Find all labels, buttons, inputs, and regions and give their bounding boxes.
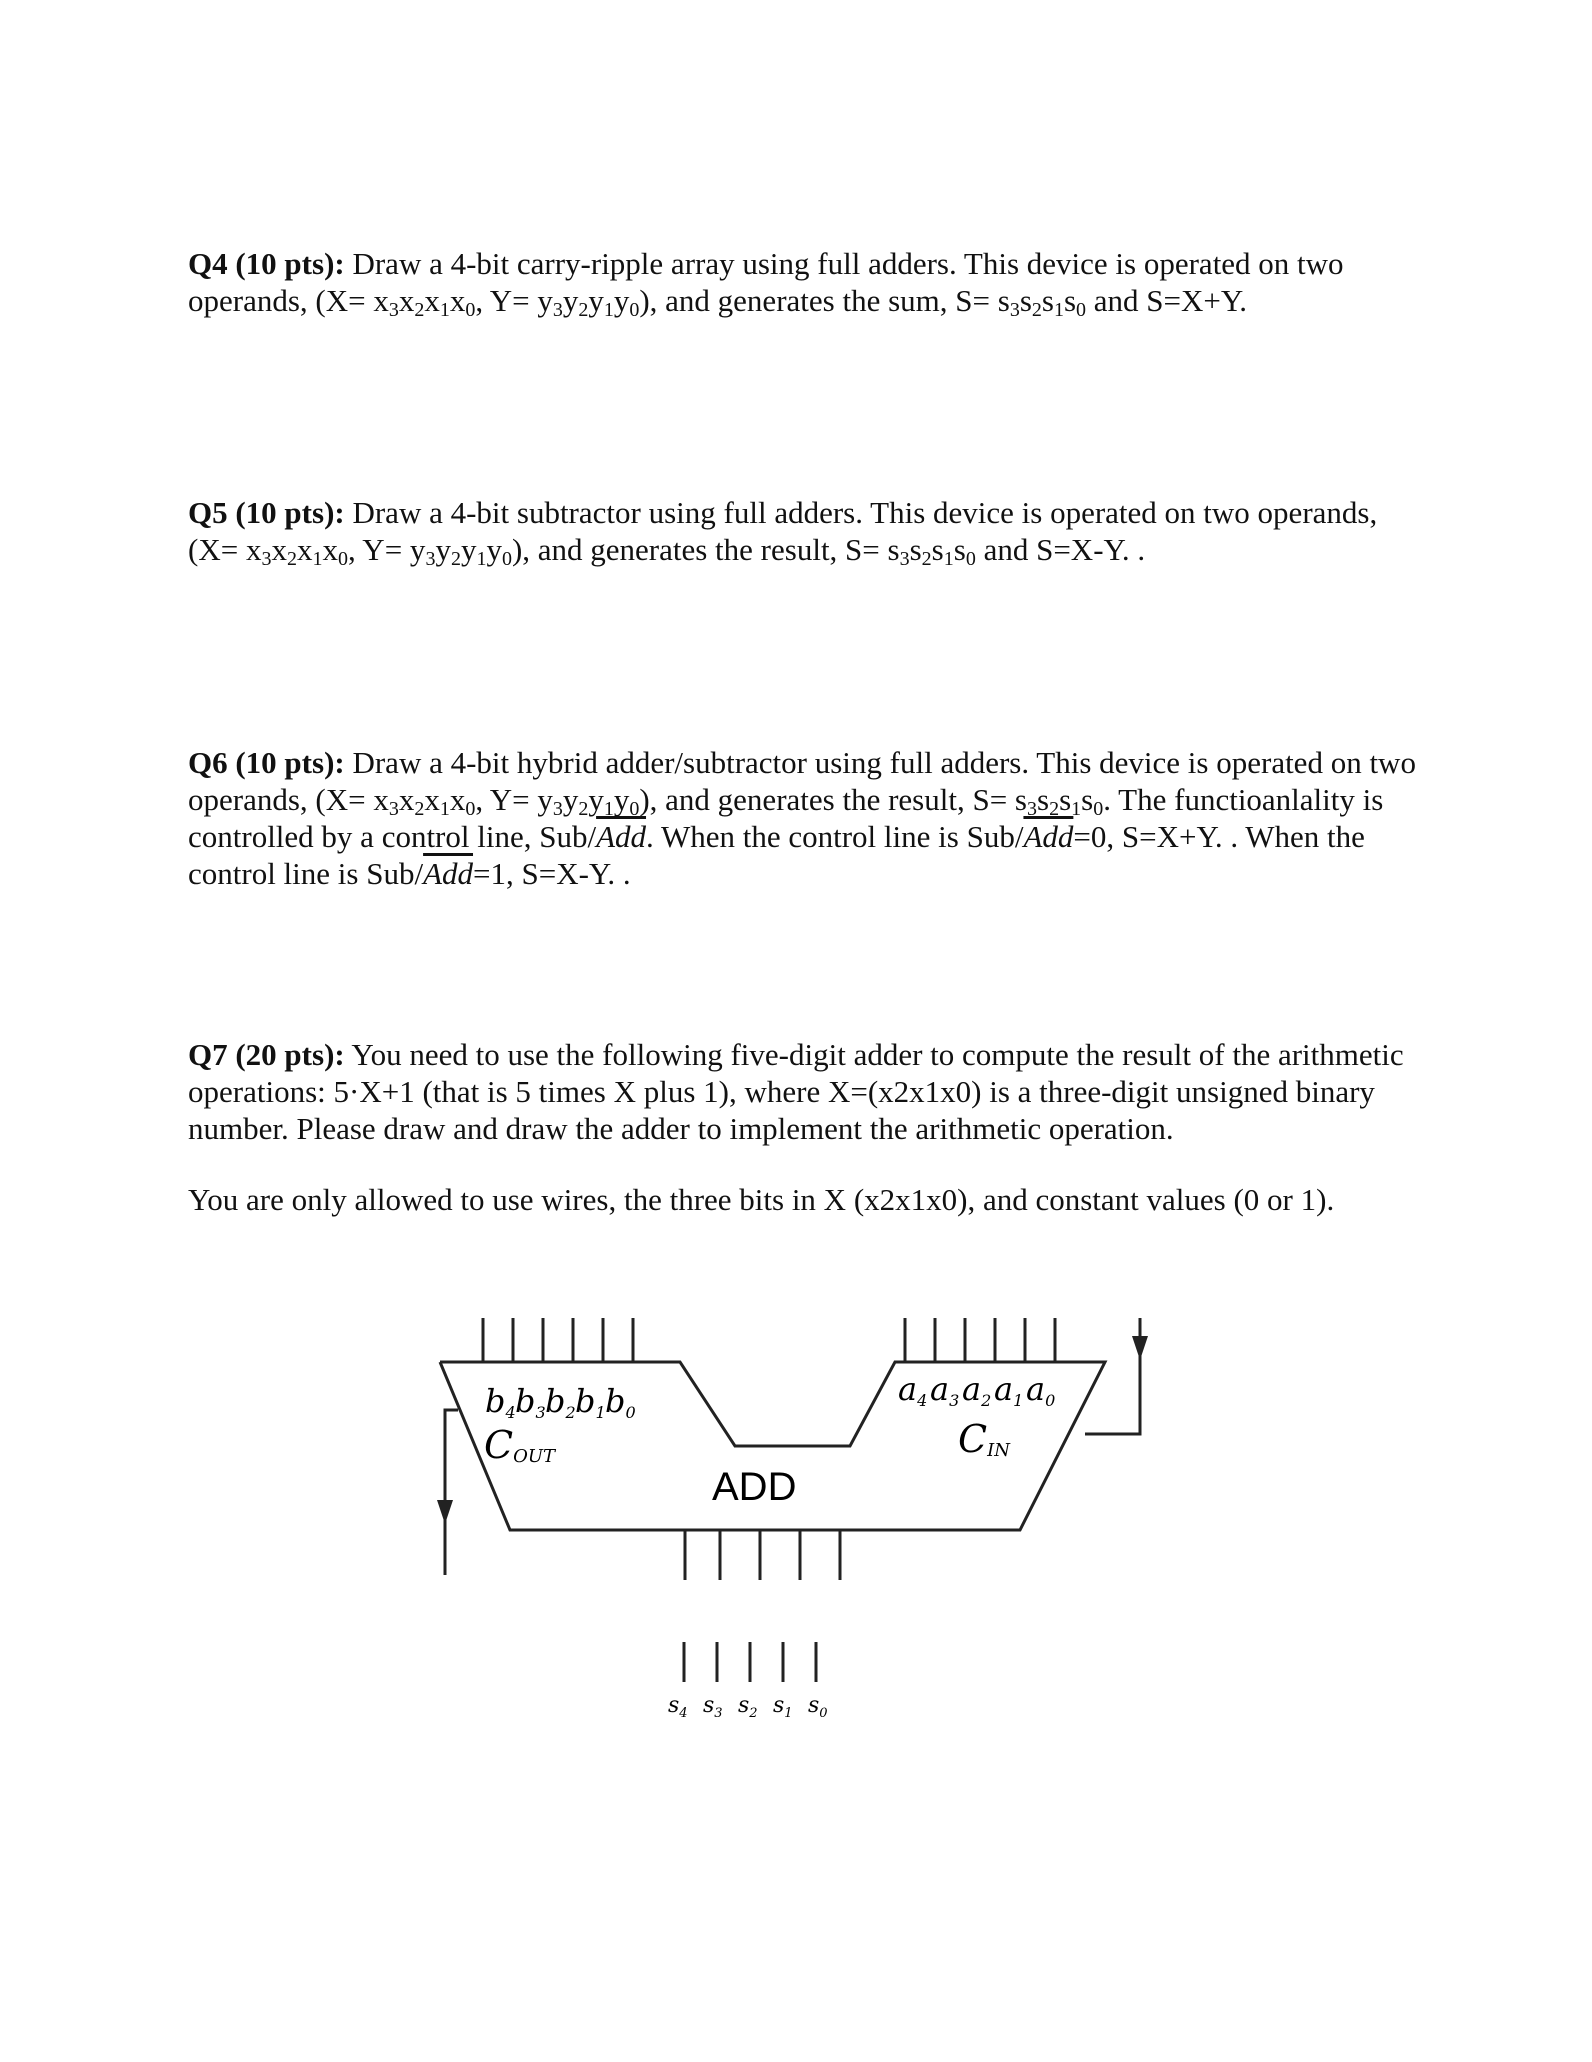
subscript: 0 <box>965 548 976 570</box>
subscript: 2 <box>921 548 932 570</box>
subscript: 0 <box>465 798 476 820</box>
text: y <box>613 782 630 817</box>
text: y <box>435 532 451 567</box>
question-6-body: Draw a 4-bit hybrid adder/subtractor using full adders. This device is operated on two operands, (X= x <box>188 745 1416 817</box>
question-5-heading: Q5 (10 pts): <box>188 495 345 530</box>
text: s <box>1019 283 1032 318</box>
subscript: 1 <box>1053 299 1064 321</box>
text: y <box>613 283 630 318</box>
text: x <box>296 532 313 567</box>
text: . When the control line is Sub/ <box>646 819 1024 854</box>
text: x <box>271 532 287 567</box>
subscript: 0 <box>337 548 348 570</box>
subscript: 0 <box>1093 798 1104 820</box>
subscript: 1 <box>1071 798 1082 820</box>
subscript: 2 <box>578 299 589 321</box>
adder-label: ADD <box>712 1465 797 1509</box>
subscript: 3 <box>261 548 272 570</box>
text: y <box>588 782 604 817</box>
a4-label: a4 <box>898 1370 928 1410</box>
text: y <box>588 283 604 318</box>
s2-label: $s_2$ <box>738 1693 758 1721</box>
s3-label: $s_3$ <box>703 1693 723 1721</box>
b2-label: b2 <box>545 1382 576 1422</box>
text: x <box>398 782 415 817</box>
text: x <box>449 782 466 817</box>
text: x <box>398 283 415 318</box>
text: x <box>322 532 338 567</box>
text: s <box>1081 782 1094 817</box>
question-7-text <box>188 1036 1418 1147</box>
cout-arrow-icon <box>437 1500 453 1524</box>
question-7 <box>188 1036 1418 1218</box>
add-overline: $\overline{Add}$ <box>596 819 647 854</box>
subscript: 2 <box>286 548 297 570</box>
s0-label: $s_0$ <box>808 1693 828 1721</box>
question-5 <box>188 494 1418 568</box>
a1-label: a1 <box>994 1370 1024 1410</box>
b0-label: b0 <box>605 1382 636 1422</box>
a0-label: a0 <box>1026 1370 1056 1410</box>
adder-outline <box>440 1362 1105 1530</box>
add-overline: $\overline{Add}$ <box>423 856 474 891</box>
question-5-body: Draw a 4-bit subtractor using full adders. This device is operated on two operands, (X= x <box>188 495 1378 567</box>
subscript: 1 <box>603 299 614 321</box>
subscript: 1 <box>943 548 954 570</box>
question-6-text <box>188 744 1418 892</box>
subscript: 3 <box>899 548 910 570</box>
text: . The functioanlality is controlled by a control line, Sub/ <box>188 782 1384 854</box>
subscript: 3 <box>388 798 399 820</box>
text: , Y= y <box>475 782 553 817</box>
text: s <box>931 532 944 567</box>
question-7-body: You need to use the following five-digit adder to compute the result of the arithmetic operations: 5·X+1 (that is 5 times X plus 1), where X=(x2x1x0) is a three-digit unsigned binary number. Please draw and draw the adder to implement the arithmetic operation. <box>188 1037 1404 1146</box>
subscript: 1 <box>603 798 614 820</box>
question-4-body: Draw a 4-bit carry-ripple array using full adders. This device is operated on two operands, (X= x <box>188 246 1344 318</box>
add-overline: $\overline{Add}$ <box>1023 819 1074 854</box>
text: s <box>909 532 922 567</box>
text: y <box>562 782 579 817</box>
subscript: 1 <box>312 548 323 570</box>
cout-wire <box>445 1410 458 1575</box>
subscript: 1 <box>439 798 450 820</box>
text: ), and generates the result, S= s <box>639 782 1027 817</box>
s4-label: $s_4$ <box>668 1693 688 1721</box>
subscript: 0 <box>465 299 476 321</box>
subscript: 3 <box>388 299 399 321</box>
text: y <box>486 532 502 567</box>
subscript: 1 <box>439 299 450 321</box>
text: =0, S=X+Y. . When the control line is Sub/ <box>188 819 1365 891</box>
question-4-heading: Q4 (10 pts): <box>188 246 345 281</box>
b4-label: b4 <box>485 1382 516 1422</box>
text: s <box>1059 782 1072 817</box>
text: s <box>1037 782 1050 817</box>
text: s <box>953 532 966 567</box>
cin-label: CIN <box>958 1417 1010 1461</box>
text: x <box>449 283 466 318</box>
subscript: 3 <box>552 798 563 820</box>
text: ), and generates the sum, S= s <box>639 283 1010 318</box>
question-7-constraint: You are only allowed to use wires, the three bits in X (x2x1x0), and constant values (0 or 1). <box>188 1182 1335 1217</box>
a3-label: a3 <box>930 1370 960 1410</box>
text: and S=X-Y. . <box>975 532 1146 567</box>
text: =1, S=X-Y. . <box>473 856 631 891</box>
b1-label: b1 <box>575 1382 606 1422</box>
text: , Y= y <box>347 532 426 567</box>
text: , Y= y <box>475 283 553 318</box>
question-6 <box>188 744 1418 892</box>
text: s <box>1063 283 1077 318</box>
subscript: 3 <box>552 299 563 321</box>
subscript: 2 <box>450 548 461 570</box>
subscript: 3 <box>1009 299 1020 321</box>
subscript: 2 <box>1049 798 1060 820</box>
question-6-heading: Q6 (10 pts): <box>188 745 345 780</box>
text: x <box>424 283 440 318</box>
subscript: 1 <box>476 548 487 570</box>
subscript: 3 <box>1027 798 1037 820</box>
text: y <box>460 532 477 567</box>
text: and S=X+Y. <box>1086 283 1248 318</box>
subscript: 0 <box>1076 299 1087 321</box>
question-4-text <box>188 245 1418 319</box>
question-5-text <box>188 494 1418 568</box>
cin-wire <box>1085 1318 1140 1434</box>
a2-label: a2 <box>962 1370 992 1410</box>
subscript: 2 <box>414 798 425 820</box>
s1-label: $s_1$ <box>773 1693 793 1721</box>
question-7-heading: Q7 (20 pts): <box>188 1037 345 1072</box>
subscript: 0 <box>629 798 640 820</box>
cin-arrow-icon <box>1132 1336 1148 1360</box>
subscript: 0 <box>501 548 512 570</box>
text: s <box>1041 283 1054 318</box>
cout-label: COUT <box>484 1423 556 1467</box>
subscript: 2 <box>578 798 589 820</box>
b3-label: b3 <box>515 1382 546 1422</box>
subscript: 2 <box>414 299 425 321</box>
subscript: 0 <box>629 299 640 321</box>
text: ), and generates the result, S= s <box>511 532 900 567</box>
text: x <box>424 782 440 817</box>
text: y <box>562 283 579 318</box>
subscript: 2 <box>1031 299 1042 321</box>
question-4 <box>188 245 1418 319</box>
subscript: 3 <box>425 548 436 570</box>
